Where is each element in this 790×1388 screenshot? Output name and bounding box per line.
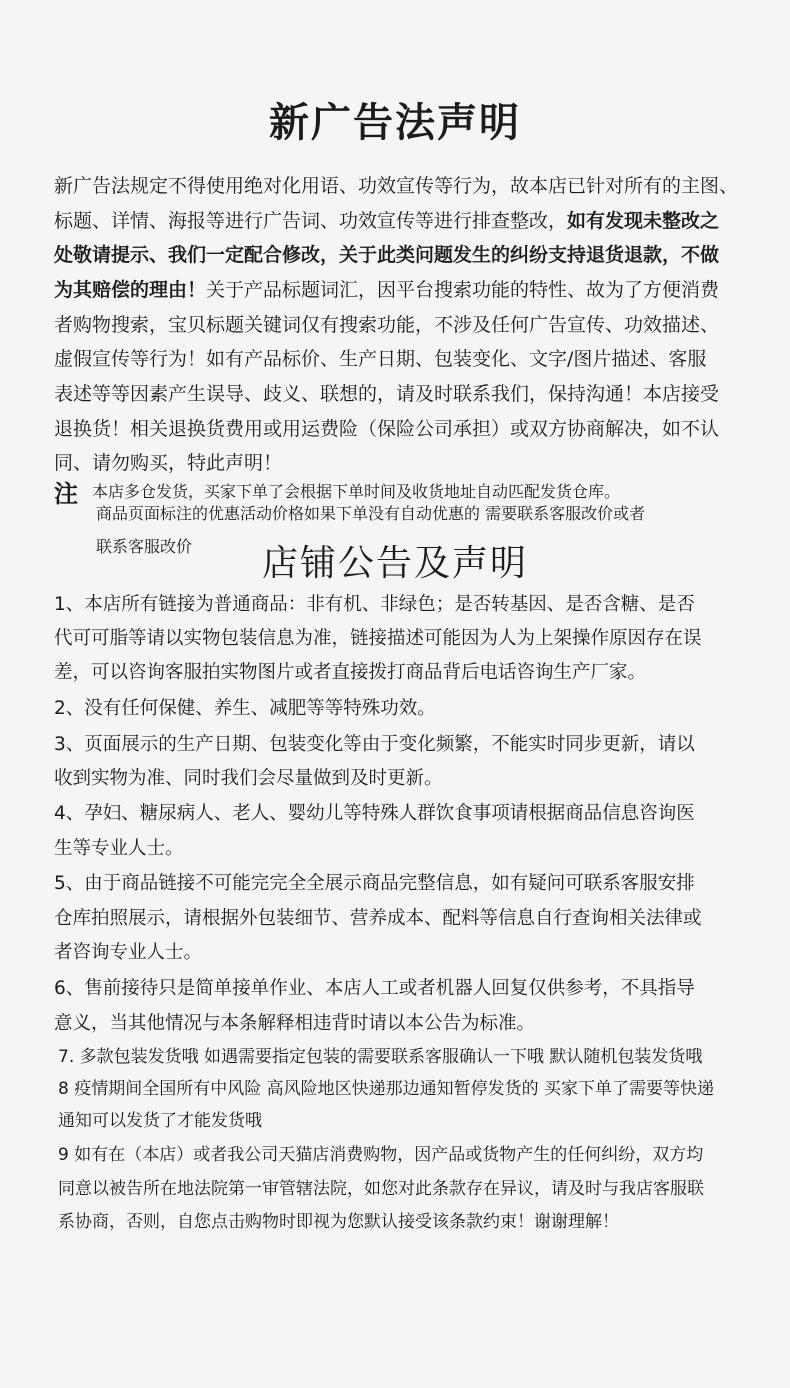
announcement-line: 3、页面展示的生产日期、包装变化等由于变化频繁，不能实时同步更新，请以 [54,734,695,755]
statement-text: 标题、详情、海报等进行广告词、功效宣传等进行排查整改， [54,210,568,232]
announcement-line: 9 如有在（本店）或者我公司天猫店消费购物，因产品或货物产生的任何纠纷，双方均 [58,1145,704,1165]
statement-line: 虚假宣传等行为！如有产品标价、生产日期、包装变化、文字/图片描述、客服 [54,348,707,370]
statement-line [54,209,719,233]
announcement-line: 系协商，否则，自您点击购物时即视为您默认接受该条款约束！谢谢理解！ [58,1212,619,1232]
statement-bold-line: 处敬请提示、我们一定配合修改，关于此类问题发生的纠纷支持退货退款，不做 [54,244,720,266]
note-line: 商品页面标注的优惠活动价格如果下单没有自动优惠的 需要联系客服改价或者 [96,504,646,523]
statement-line: 表述等等因素产生误导、歧义、联想的，请及时联系我们，保持沟通！本店接受 [54,383,720,405]
statement-line: 新广告法规定不得使用绝对化用语、功效宣传等行为，故本店已针对所有的主图、 [54,175,739,197]
announcement-line: 仓库拍照展示，请根据外包装细节、营养成本、配料等信息自行查询相关法律或 [54,908,702,929]
announcement-line: 生等专业人士。 [54,838,184,859]
store-announcement-title: 店铺公告及声明 [261,543,528,584]
note-line: 本店多仓发货，买家下单了会根据下单时间及收货地址自动匹配发货仓库。 [92,482,621,501]
announcement-line: 同意以被告所在地法院第一审管辖法院，如您对此条款存在异议，请及时与我店客服联 [58,1179,704,1199]
announcement-line: 2、没有任何保健、养生、减肥等等特殊功效。 [54,698,436,719]
statement-text: 关于产品标题词汇，因平台搜索功能的特性、故为了方便消费 [206,279,720,301]
announcement-line: 意义，当其他情况与本条解释相违背时请以本公告为标准。 [54,1013,536,1034]
note-mark: 注 [54,480,78,508]
announcement-line: 者咨询专业人士。 [54,942,203,963]
announcement-line: 4、孕妇、糖尿病人、老人、婴幼儿等特殊人群饮食事项请根据商品信息咨询医 [54,803,695,824]
statement-line [54,278,719,302]
announcement-line: 8 疫情期间全国所有中风险 高风险地区快递那边通知暂停发货的 买家下单了需要等快递 [58,1079,715,1099]
statement-line: 同、请勿购买，特此声明！ [54,452,283,474]
announcement-line: 通知可以发货了才能发货哦 [58,1111,262,1131]
statement-bold-text: 如有发现未整改之 [567,210,720,232]
statement-line: 者购物搜索，宝贝标题关键词仅有搜索功能，不涉及任何广告宣传、功效描述、 [54,314,720,336]
announcement-line: 收到实物为准、同时我们会尽量做到及时更新。 [54,768,443,789]
statement-bold-text: 为其赔偿的理由！ [54,279,207,301]
announcement-line: 1、本店所有链接为普通商品：非有机、非绿色；是否转基因、是否含糖、是否 [54,594,695,615]
announcement-line: 代可可脂等请以实物包装信息为准，链接描述可能因为人为上架操作原因存在误 [54,628,702,649]
note-line: 联系客服改价 [96,537,193,556]
announcement-line: 7. 多款包装发货哦 如遇需要指定包装的需要联系客服确认一下哦 默认随机包装发货哦 [58,1047,703,1067]
announcement-line: 差，可以咨询客服拍实物图片或者直接拨打商品背后电话咨询生产厂家。 [54,662,647,683]
statement-line: 退换货！相关退换货费用或用运费险（保险公司承担）或双方协商解决，如不认 [54,418,720,440]
announcement-line: 6、售前接待只是简单接单作业、本店人工或者机器人回复仅供参考，不具指导 [54,978,695,999]
ad-law-statement-title: 新广告法声明 [269,100,521,146]
announcement-line: 5、由于商品链接不可能完完全全展示商品完整信息，如有疑问可联系客服安排 [54,873,695,894]
